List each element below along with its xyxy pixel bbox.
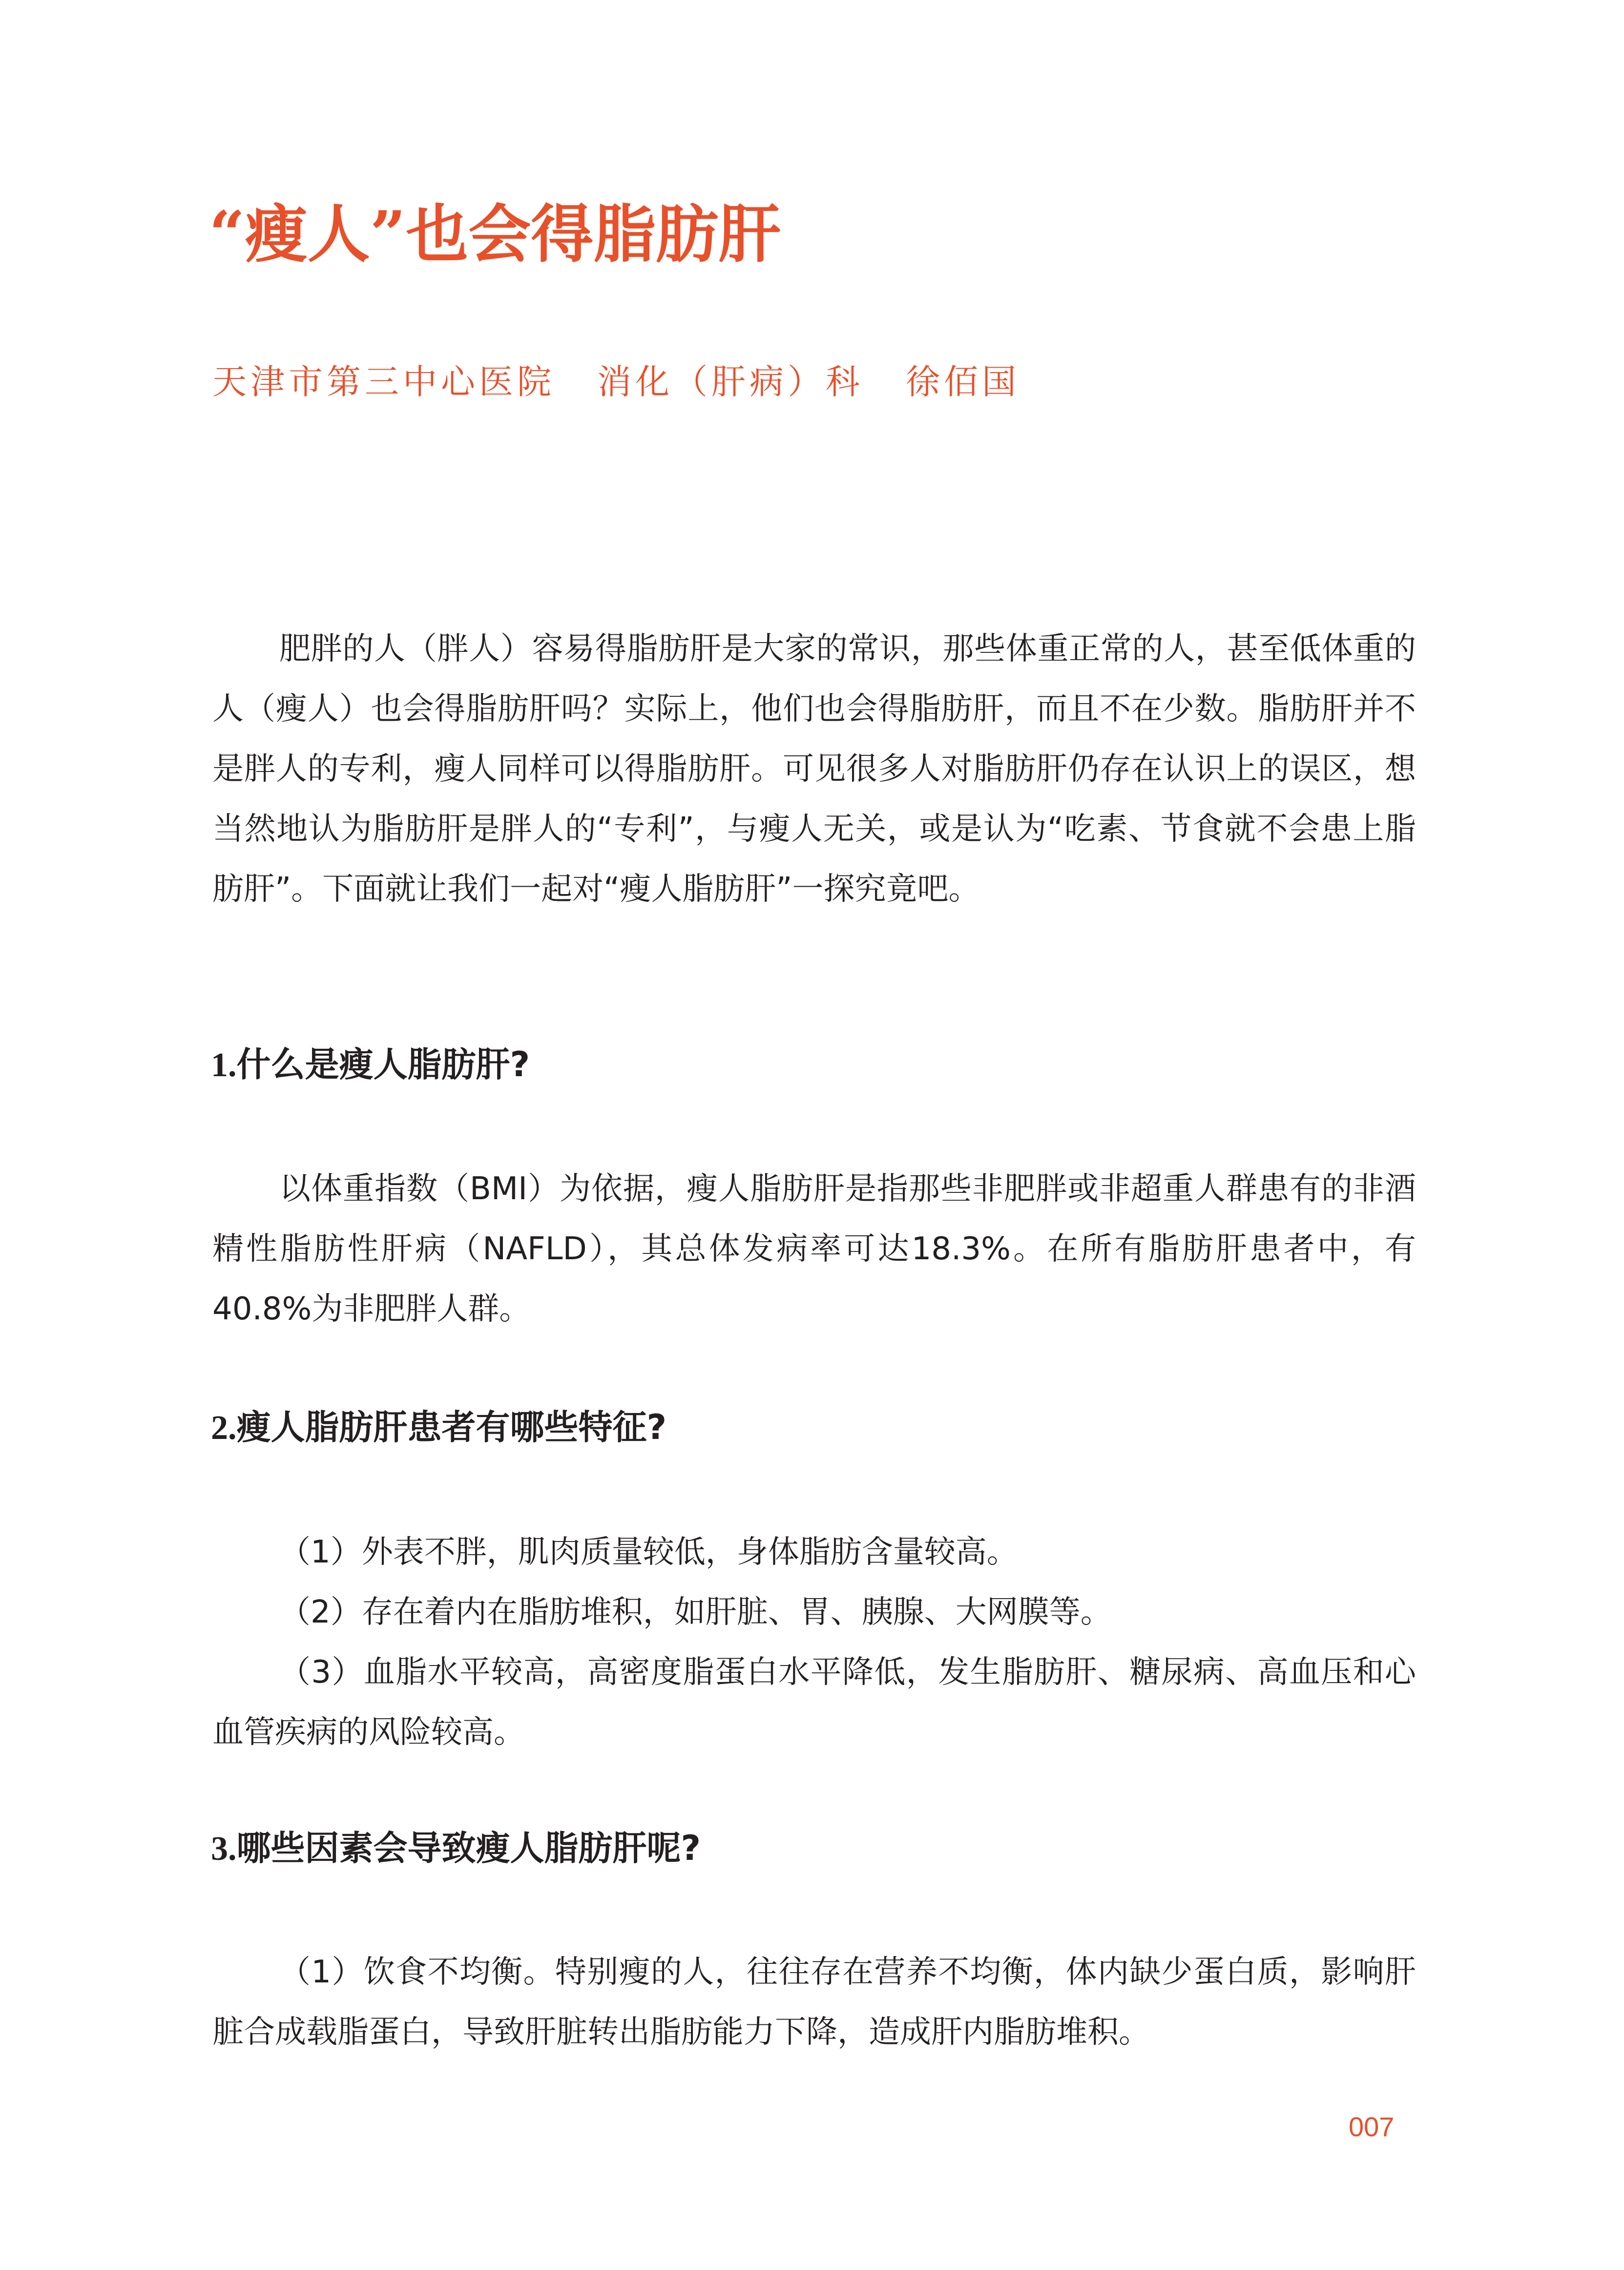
byline-department: 消化（肝病）科 bbox=[597, 362, 864, 402]
byline-hospital: 天津市第三中心医院 bbox=[212, 362, 555, 402]
section-3-title: 哪些因素会导致瘦人脂肪肝呢? bbox=[236, 1828, 701, 1868]
section-1-paragraph: 以体重指数（BMI）为依据，瘦人脂肪肝是指那些非肥胖或非超重人群患有的非酒精性脂肪性肝病（NAFLD），其总体发病率可达18.3%。在所有脂肪肝患者中，有40.8%为非肥胖人群。 bbox=[212, 1171, 1416, 1327]
section-2-item: （3）血脂水平较高，高密度脂蛋白水平降低，发生脂肪肝、糖尿病、高血压和心血管疾病的风险较高。 bbox=[212, 1654, 1416, 1750]
section-2-item: （1）外表不胖，肌肉质量较低，身体脂肪含量较高。 bbox=[279, 1534, 1018, 1570]
byline bbox=[212, 355, 1020, 409]
section-2-item: （2）存在着内在脂肪堆积，如肝脏、胃、胰腺、大网膜等。 bbox=[279, 1594, 1112, 1630]
section-2-title: 瘦人脂肪肝患者有哪些特征? bbox=[236, 1407, 667, 1447]
section-2-number: 2. bbox=[211, 1409, 237, 1447]
section-3-number: 3. bbox=[211, 1830, 237, 1868]
byline-author: 徐佰国 bbox=[906, 362, 1020, 402]
section-1-title: 什么是瘦人脂肪肝? bbox=[236, 1044, 530, 1084]
intro-paragraph: 肥胖的人（胖人）容易得脂肪肝是大家的常识，那些体重正常的人，甚至低体重的人（瘦人）也会得脂肪肝吗？实际上，他们也会得脂肪肝，而且不在少数。脂肪肝并不是胖人的专利，瘦人同样可以得脂肪肝。可见很多人对脂肪肝仍存在认识上的误区，想当然地认为脂肪肝是胖人的“专利”，与瘦人无关，或是认为“吃素、节食就不会患上脂肪肝”。下面就让我们一起对“瘦人脂肪肝”一探究竟吧。 bbox=[212, 631, 1416, 907]
section-3-item: （1）饮食不均衡。特别瘦的人，往往存在营养不均衡，体内缺少蛋白质，影响肝脏合成载脂蛋白，导致肝脏转出脂肪能力下降，造成肝内脂肪堆积。 bbox=[212, 1954, 1416, 2050]
section-1-number: 1. bbox=[211, 1046, 237, 1084]
article-title: “瘦人”也会得脂肪肝 bbox=[209, 198, 781, 271]
section-2-heading bbox=[211, 1400, 666, 1455]
section-1-heading bbox=[211, 1038, 530, 1092]
page-number: 007 bbox=[1349, 2111, 1395, 2142]
section-3-heading bbox=[211, 1821, 701, 1876]
